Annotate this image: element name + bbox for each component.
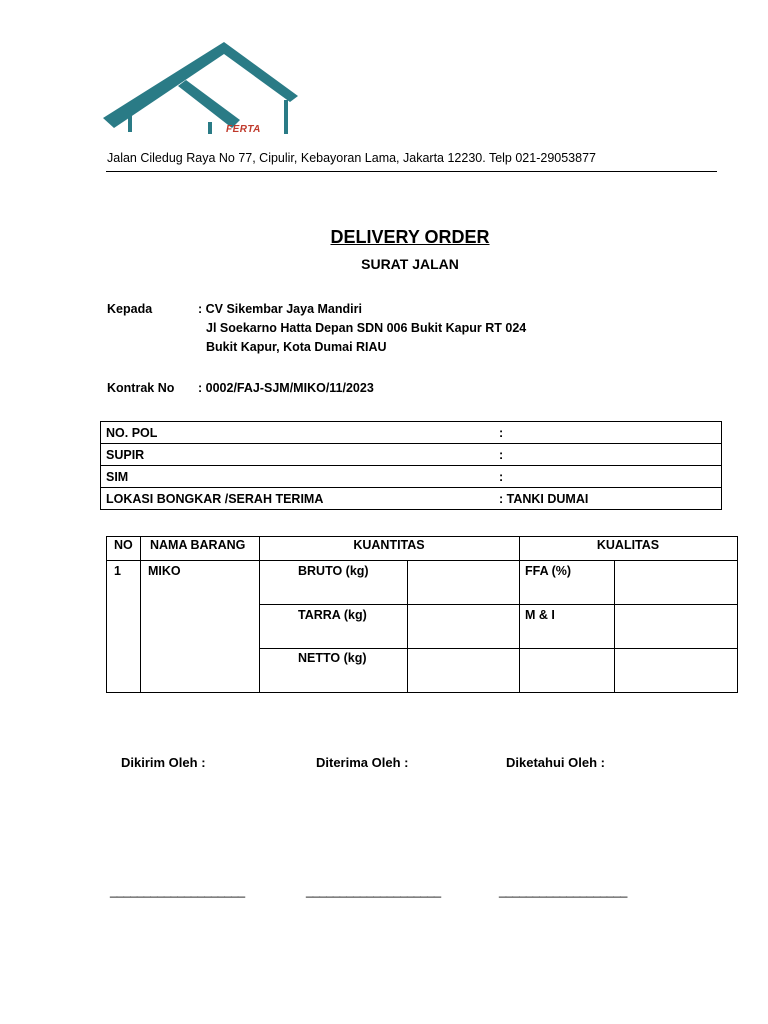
recipient-label: Kepada (107, 302, 153, 316)
quality-ffa-label: FFA (%) (525, 564, 572, 578)
info-value-location: : TANKI DUMAI (499, 491, 589, 506)
signature-line-sent: ____________________ (110, 883, 245, 898)
signature-line-received: ____________________ (306, 883, 441, 898)
table-border-top (106, 536, 738, 537)
table-col-divider (259, 536, 260, 693)
info-label-plate: NO. POL (106, 425, 158, 440)
quality-mi-label: M & I (525, 608, 555, 622)
row-no: 1 (114, 564, 121, 578)
table-border-bottom (106, 692, 738, 693)
header-quantity: KUANTITAS (353, 538, 425, 552)
header-no: NO (114, 538, 133, 552)
table-row (101, 488, 722, 510)
row-item-name: MIKO (148, 564, 181, 578)
recipient-address-line2: Bukit Kapur, Kota Dumai RIAU (206, 340, 387, 354)
contract-label: Kontrak No (107, 381, 175, 395)
info-value-plate: : (499, 425, 504, 440)
shipment-info-table (100, 421, 722, 510)
header-item-name: NAMA BARANG (150, 538, 246, 552)
table-row-divider (259, 604, 738, 605)
document-subtitle: SURAT JALAN (361, 256, 459, 272)
table-col-divider (614, 560, 615, 693)
company-logo-icon (100, 38, 302, 136)
table-row (101, 444, 722, 466)
document-title: DELIVERY ORDER (330, 227, 490, 247)
quantity-tare-label: TARRA (kg) (298, 608, 367, 622)
signature-label-sent: Dikirim Oleh : (121, 755, 206, 770)
signature-label-acknowledged: Diketahui Oleh : (506, 755, 605, 770)
recipient-address-line1: Jl Soekarno Hatta Depan SDN 006 Bukit Kapur RT 024 (206, 321, 527, 335)
info-value-driver: : (499, 447, 504, 462)
info-label-license: SIM (106, 469, 129, 484)
info-label-location: LOKASI BONGKAR /SERAH TERIMA (106, 491, 324, 506)
table-row-divider (259, 648, 738, 649)
info-value-license: : (499, 469, 504, 484)
contract-number: : 0002/FAJ-SJM/MIKO/11/2023 (198, 381, 374, 395)
table-col-divider (140, 536, 141, 693)
table-header-divider (106, 560, 738, 561)
table-row (101, 422, 722, 444)
table-row (101, 466, 722, 488)
table-col-divider (519, 536, 520, 693)
header-divider (106, 171, 717, 172)
table-col-divider (407, 560, 408, 693)
company-address: Jalan Ciledug Raya No 77, Cipulir, Kebayoran Lama, Jakarta 12230. Telp 021-29053877 (107, 151, 596, 165)
signature-label-received: Diterima Oleh : (316, 755, 409, 770)
quantity-net-label: NETTO (kg) (298, 651, 367, 665)
header-quality: KUALITAS (596, 538, 660, 552)
recipient-name: : CV Sikembar Jaya Mandiri (198, 302, 362, 316)
quantity-gross-label: BRUTO (kg) (298, 564, 369, 578)
signature-line-acknowledged: ___________________ (499, 883, 627, 898)
goods-table (106, 536, 738, 693)
info-label-driver: SUPIR (106, 447, 145, 462)
logo-wordmark: FERTA (226, 124, 261, 135)
